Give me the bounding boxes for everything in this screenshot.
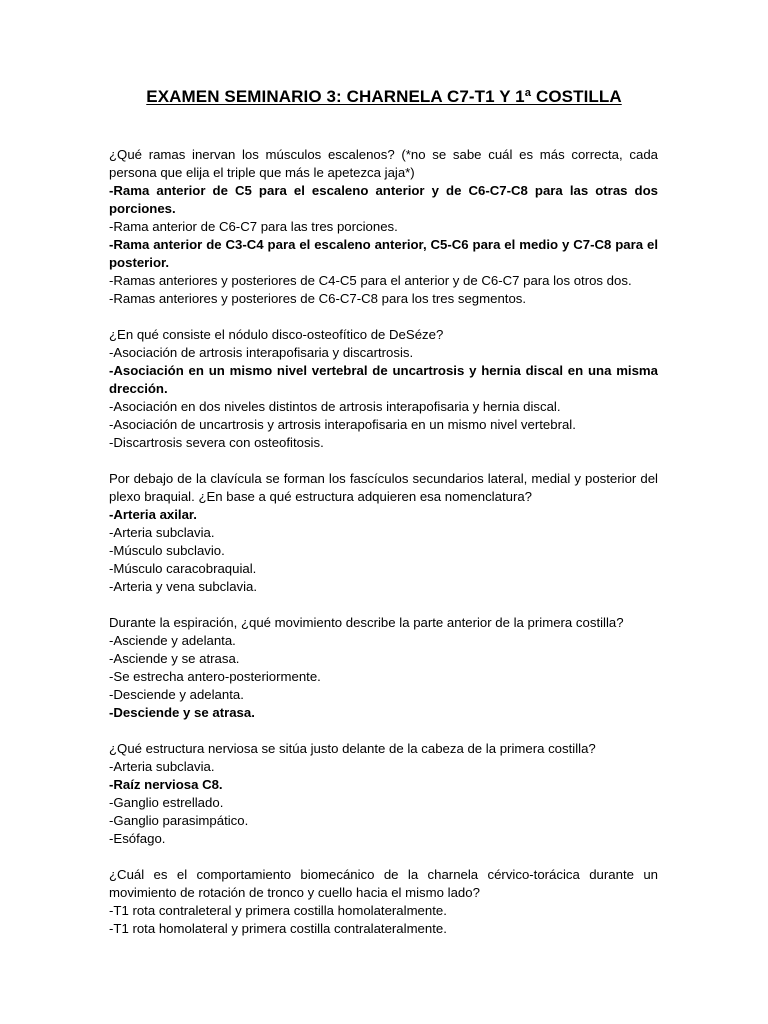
question-text: ¿Qué estructura nerviosa se sitúa justo delante de la cabeza de la primera costilla? [109, 741, 596, 756]
answer-option: -T1 rota homolateral y primera costilla contralateralmente. [109, 921, 447, 936]
answer-option: -Discartrosis severa con osteofitosis. [109, 435, 324, 450]
answer-option: -Ganglio estrellado. [109, 795, 224, 810]
document-title: EXAMEN SEMINARIO 3: CHARNELA C7-T1 Y 1ª COSTILLA [146, 87, 622, 106]
answer-option: -Asciende y adelanta. [109, 633, 236, 648]
question-text: ¿En qué consiste el nódulo disco-osteofítico de DeSéze? [109, 327, 444, 342]
answer-option: -Arteria y vena subclavia. [109, 579, 258, 594]
question-text: Por debajo de la clavícula se forman los fascículos secundarios lateral, medial y posterior del plexo braquial. ¿En base a qué estructura adquieren esa nomenclatura? [109, 471, 658, 504]
answer-option: -Asociación de artrosis interapofisaria y discartrosis. [109, 345, 414, 360]
question-block [109, 470, 658, 596]
answer-option-correct: -Rama anterior de C3-C4 para el escaleno anterior, C5-C6 para el medio y C7-C8 para el posterior. [109, 237, 658, 270]
answer-option-correct: -Rama anterior de C5 para el escaleno anterior y de C6-C7-C8 para las otras dos porciones. [109, 183, 658, 216]
answer-option: -Asociación de uncartrosis y artrosis interapofisaria en un mismo nivel vertebral. [109, 417, 576, 432]
answer-option-correct: -Arteria axilar. [109, 507, 197, 522]
answer-option-correct: -Desciende y se atrasa. [109, 705, 255, 720]
question-text: ¿Qué ramas inervan los músculos escalenos? (*no se sabe cuál es más correcta, cada persona que elija el triple que más le apetezca jaja*) [109, 147, 658, 180]
answer-option: -Ramas anteriores y posteriores de C4-C5 para el anterior y de C6-C7 para los otros dos. [109, 273, 632, 288]
question-block [109, 146, 658, 308]
answer-option: -Rama anterior de C6-C7 para las tres porciones. [109, 219, 398, 234]
question-block [109, 614, 658, 722]
answer-option: -Ganglio parasimpático. [109, 813, 249, 828]
answer-option-correct: -Asociación en un mismo nivel vertebral de uncartrosis y hernia discal en una misma drección. [109, 363, 658, 396]
answer-option: -Músculo subclavio. [109, 543, 225, 558]
answer-option: -Arteria subclavia. [109, 759, 215, 774]
question-text: Durante la espiración, ¿qué movimiento describe la parte anterior de la primera costilla? [109, 615, 624, 630]
answer-option-correct: -Raíz nerviosa C8. [109, 777, 223, 792]
answer-option: -Asociación en dos niveles distintos de artrosis interapofisaria y hernia discal. [109, 399, 561, 414]
answer-option: -Esófago. [109, 831, 166, 846]
answer-option: -Arteria subclavia. [109, 525, 215, 540]
question-block [109, 326, 658, 452]
answer-option: -Músculo caracobraquial. [109, 561, 257, 576]
question-block [109, 740, 658, 848]
answer-option: -Asciende y se atrasa. [109, 651, 240, 666]
answer-option: -T1 rota contraleteral y primera costilla homolateralmente. [109, 903, 447, 918]
answer-option: -Se estrecha antero-posteriormente. [109, 669, 321, 684]
question-text: ¿Cuál es el comportamiento biomecánico de la charnela cérvico-torácica durante un movimiento de rotación de tronco y cuello hacia el mismo lado? [109, 867, 658, 900]
answer-option: -Ramas anteriores y posteriores de C6-C7-C8 para los tres segmentos. [109, 291, 527, 306]
question-block [109, 866, 658, 938]
answer-option: -Desciende y adelanta. [109, 687, 244, 702]
document-body [109, 146, 658, 956]
